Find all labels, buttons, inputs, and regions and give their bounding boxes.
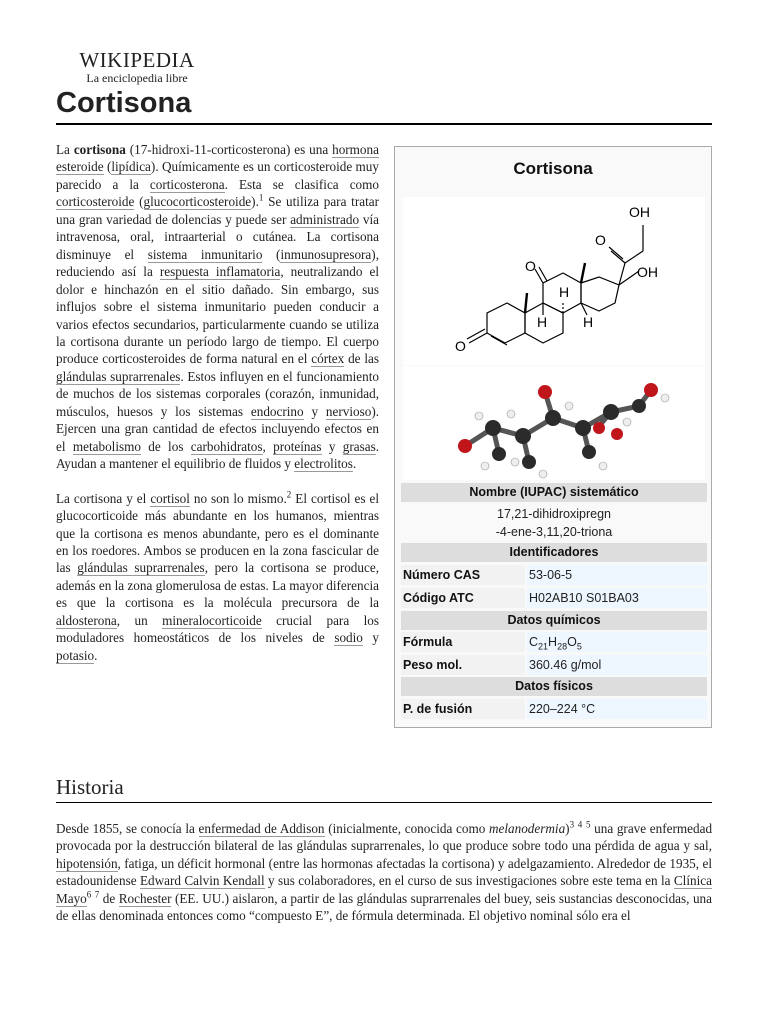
reference-5[interactable]: 5	[585, 819, 591, 830]
cas-value: 53-06-5	[527, 565, 707, 585]
link-potasio[interactable]: potasio	[56, 647, 95, 663]
link-sistema-inmunitario[interactable]: sistema inmunitario	[147, 246, 263, 262]
link-respuesta-inflamatoria[interactable]: respuesta inflamatoria	[159, 264, 281, 280]
atom-h-8: H	[559, 284, 570, 300]
term-cortisona: cortisona	[73, 142, 126, 157]
link-rochester[interactable]: Rochester	[118, 890, 172, 906]
atc-value	[527, 588, 707, 608]
cas-label: Número CAS	[401, 565, 525, 585]
wikipedia-logo[interactable]	[72, 48, 202, 84]
link-corticosteroide[interactable]: corticosteroide	[56, 194, 135, 210]
link-nervioso[interactable]: nervioso	[325, 403, 372, 419]
atom-o-ketone: O	[595, 232, 606, 248]
link-glandulas-suprarrenales-2[interactable]: glándulas suprarrenales	[77, 560, 205, 576]
infobox-header-chemical: Datos químicos	[401, 611, 707, 630]
link-sodio[interactable]: sodio	[334, 630, 363, 646]
paragraph-1: La cortisona (17-hidroxi-11-corticosterona) es una hormona esteroide (lipídica). Químicamente es un corticosteroide muy parecido a la corticosterona. Esta se clasifica como corticosteroide (glucocorticosteroide).$^1$ Se utiliza para tratar una gran variedad de dolencias y puede ser administrado vía intravenosa, oral, intraarterial o cutánea. La cortisona disminuye el sistema inmunitario (inmunosupresora), reduciendo así la respuesta inflamatoria, neutralizando el dolor e hinchazón en el sitio dañado. Sin embargo, sus influjos sobre el sistema inmunitario pueden conducir a varios efectos secundarios, particularmente cuando se utiliza la cortisona durante un período largo de tiempo. El cuerpo produce corticosteroides de forma natural en el córtex de las glándulas suprarrenales. Estos influyen en el funcionamiento de muchos de los sistemas corporales (corazón, inmunidad, músculos, huesos y los sistemas endocrino y nervioso). Ejercen una gran cantidad de efectos incluyendo efectos en el metabolismo de los carbohidratos, proteínas y grasas. Ayudan a mantener el equilibrio de fluidos y electrolitos.	[56, 142, 380, 472]
section-rule	[56, 802, 712, 803]
atom-h-9: H	[537, 314, 548, 330]
link-glucocorticosteroide[interactable]: glucocorticosteroide	[143, 194, 252, 210]
infobox-header-physical: Datos físicos	[401, 677, 707, 696]
atom-h-14: H	[583, 314, 594, 330]
link-mineralocorticoide[interactable]: mineralocorticoide	[162, 612, 262, 628]
link-hormona[interactable]: hormona	[332, 142, 379, 157]
infobox-row-atc	[401, 588, 707, 608]
link-cortex[interactable]: córtex	[311, 351, 345, 367]
infobox-header-identifiers: Identificadores	[401, 543, 707, 562]
infobox-title: Cortisona	[513, 159, 593, 178]
reference-1[interactable]: 1	[258, 192, 264, 203]
atom-oh-17: OH	[637, 264, 658, 280]
link-atc-s01ba03[interactable]: S01BA03	[586, 591, 639, 605]
mass-label: Peso mol.	[401, 655, 525, 675]
structural-formula-image[interactable]	[403, 197, 705, 365]
melting-value: 220–224 °C	[527, 699, 707, 719]
reference-4[interactable]: 4	[577, 819, 583, 830]
section-heading-historia: Historia	[56, 775, 124, 799]
link-hipotension[interactable]: hipotensión	[56, 855, 118, 871]
link-carbohidratos[interactable]: carbohidratos	[190, 438, 263, 454]
atom-o-3: O	[455, 338, 466, 354]
link-aldosterona[interactable]: aldosterona	[56, 612, 117, 628]
link-corticosterona[interactable]: corticosterona	[149, 176, 225, 192]
link-grasas[interactable]: grasas	[342, 438, 376, 454]
link-electrolitos[interactable]: electrolitos	[294, 456, 353, 472]
paragraph-2: La cortisona y el cortisol no son lo mismo.$^2$ El cortisol es el glucocorticoide más abundante en los humanos, mientras que la cortisona es menos abundante, pero es el dominante en los roedores. Ambos se producen en la zona fascicular de las glándulas suprarrenales, pero la cortisona se produce, además en la zona glomerulosa de estas. La mayor diferencia es que la cortisona es la molécula precursora de la aldosterona, un mineralocorticoide crucial para los moduladores homeostáticos de los niveles de sodio y potasio.	[56, 489, 380, 663]
link-atc-h02ab10[interactable]: H02AB10	[529, 591, 583, 605]
paragraph-3: Desde 1855, se conocía la enfermedad de Addison (inicialmente, conocida como melanodermia)$^3$ $^4$ $^5$ una grave enfermedad provocada por la destrucción bilateral de las glándulas suprarrenales, lo que produce sobre todo una pérdida de agua y sal, hipotensión, fatiga, un déficit hormonal (entre las hormonas afectadas la cortisona) y adelgazamiento. Alrededor de 1935, el estadounidense Edward Calvin Kendall y sus colaboradores, en el curso de sus investigaciones sobre este tema en la Clínica Mayo$^6$ $^7$ de Rochester (EE. UU.) aislaron, a partir de las glándulas suprarrenales del buey, seis sustancias desconocidas, una de ellas denominada entonces como “compuesto E”, de fórmula determinada. El objetivo nominal sólo era el	[56, 819, 713, 924]
link-cortisol[interactable]: cortisol	[150, 490, 190, 506]
infobox-header-iupac: Nombre (IUPAC) sistemático	[401, 483, 707, 502]
infobox	[394, 146, 712, 728]
title-rule	[56, 123, 712, 125]
atc-label: Código ATC	[401, 588, 525, 608]
mass-value: 360.46 g/mol	[527, 655, 707, 675]
link-metabolismo[interactable]: metabolismo	[72, 438, 141, 454]
link-lipidica[interactable]: lipídica	[111, 159, 151, 175]
logo-tagline: La enciclopedia libre	[86, 71, 188, 85]
link-glandulas-suprarrenales[interactable]: glándulas suprarrenales	[56, 368, 181, 384]
page-title: Cortisona	[56, 87, 192, 119]
infobox-row-formula	[401, 632, 707, 652]
link-enfermedad-de-addison[interactable]: enfermedad de Addison	[198, 821, 325, 836]
ball-and-stick-svg	[403, 366, 705, 480]
logo-wordmark: WIKIPEDIA	[79, 48, 195, 72]
melting-label: P. de fusión	[401, 699, 525, 719]
infobox-row-cas	[401, 565, 707, 585]
reference-2[interactable]: 2	[286, 489, 292, 500]
intro-column	[56, 141, 379, 664]
atom-o-11: O	[525, 258, 536, 274]
infobox-row-melting	[401, 699, 707, 719]
link-inmunosupresora[interactable]: inmunosupresora	[280, 246, 372, 262]
link-esteroide[interactable]: esteroide	[56, 159, 104, 175]
link-edward-calvin-kendall[interactable]: Edward Calvin Kendall	[139, 873, 265, 889]
infobox-row-mass	[401, 655, 707, 675]
link-proteinas[interactable]: proteínas	[273, 438, 322, 454]
reference-6[interactable]: 6	[86, 889, 92, 900]
link-clinica-mayo[interactable]: Clínica Mayo	[56, 873, 712, 906]
reference-7[interactable]: 7	[94, 889, 100, 900]
formula-label: Fórmula	[401, 632, 525, 652]
structural-formula-svg	[403, 197, 705, 365]
link-endocrino[interactable]: endocrino	[250, 403, 304, 419]
ball-and-stick-model-image[interactable]	[403, 366, 705, 480]
atom-oh-top: OH	[629, 204, 650, 220]
link-administrado[interactable]: administrado	[290, 211, 360, 227]
formula-value: $C_{21}H_{28}O_5$	[527, 632, 707, 652]
infobox-iupac-name: 17,21-dihidroxipregn -4-ene-3,11,20-triona	[495, 507, 613, 539]
reference-3[interactable]: 3	[569, 819, 575, 830]
